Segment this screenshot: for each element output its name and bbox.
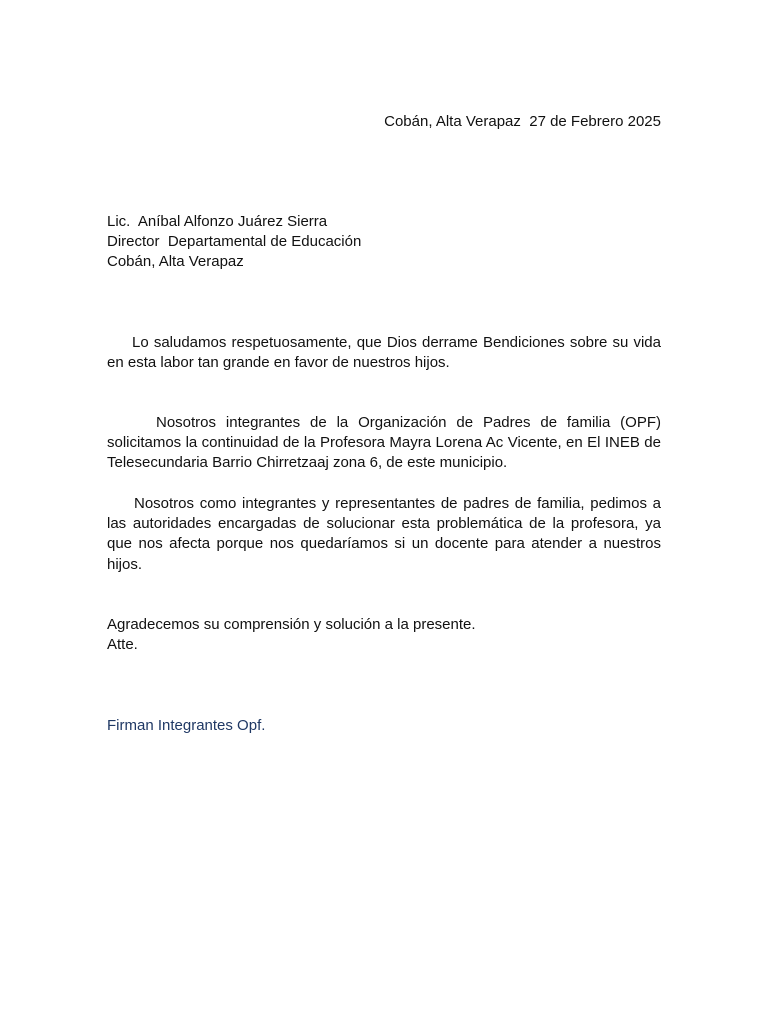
recipient-name: Lic. Aníbal Alfonzo Juárez Sierra xyxy=(107,213,328,230)
closing-thanks: Agradecemos su comprensión y solución a la presente. xyxy=(107,616,476,633)
greeting-paragraph: Lo saludamos respetuosamente, que Dios derrame Bendiciones sobre su vida en esta labor tan grande en favor de nuestros hijos. xyxy=(107,334,661,372)
signature-line: Firman Integrantes Opf. xyxy=(107,717,266,734)
petition-paragraph: Nosotros como integrantes y representantes de padres de familia, pedimos a las autoridades encargadas de solucionar esta problemática de la profesora, ya que nos afecta porque nos quedaríamos si un docente para atender a nuestros hijos. xyxy=(107,495,661,573)
closing-atte: Atte. xyxy=(107,636,138,654)
closing-block xyxy=(107,615,476,655)
recipient-block xyxy=(107,212,361,273)
recipient-title: Director Departamental de Educación xyxy=(107,233,362,251)
place-date: Cobán, Alta Verapaz 27 de Febrero 2025 xyxy=(384,113,661,130)
request-paragraph: Nosotros integrantes de la Organización de Padres de familia (OPF) solicitamos la continuidad de la Profesora Mayra Lorena Ac Vicente, en El INEB de Telesecundaria Barrio Chirretzaaj zona 6, de este municipio. xyxy=(107,414,661,472)
recipient-location: Cobán, Alta Verapaz xyxy=(107,253,244,271)
